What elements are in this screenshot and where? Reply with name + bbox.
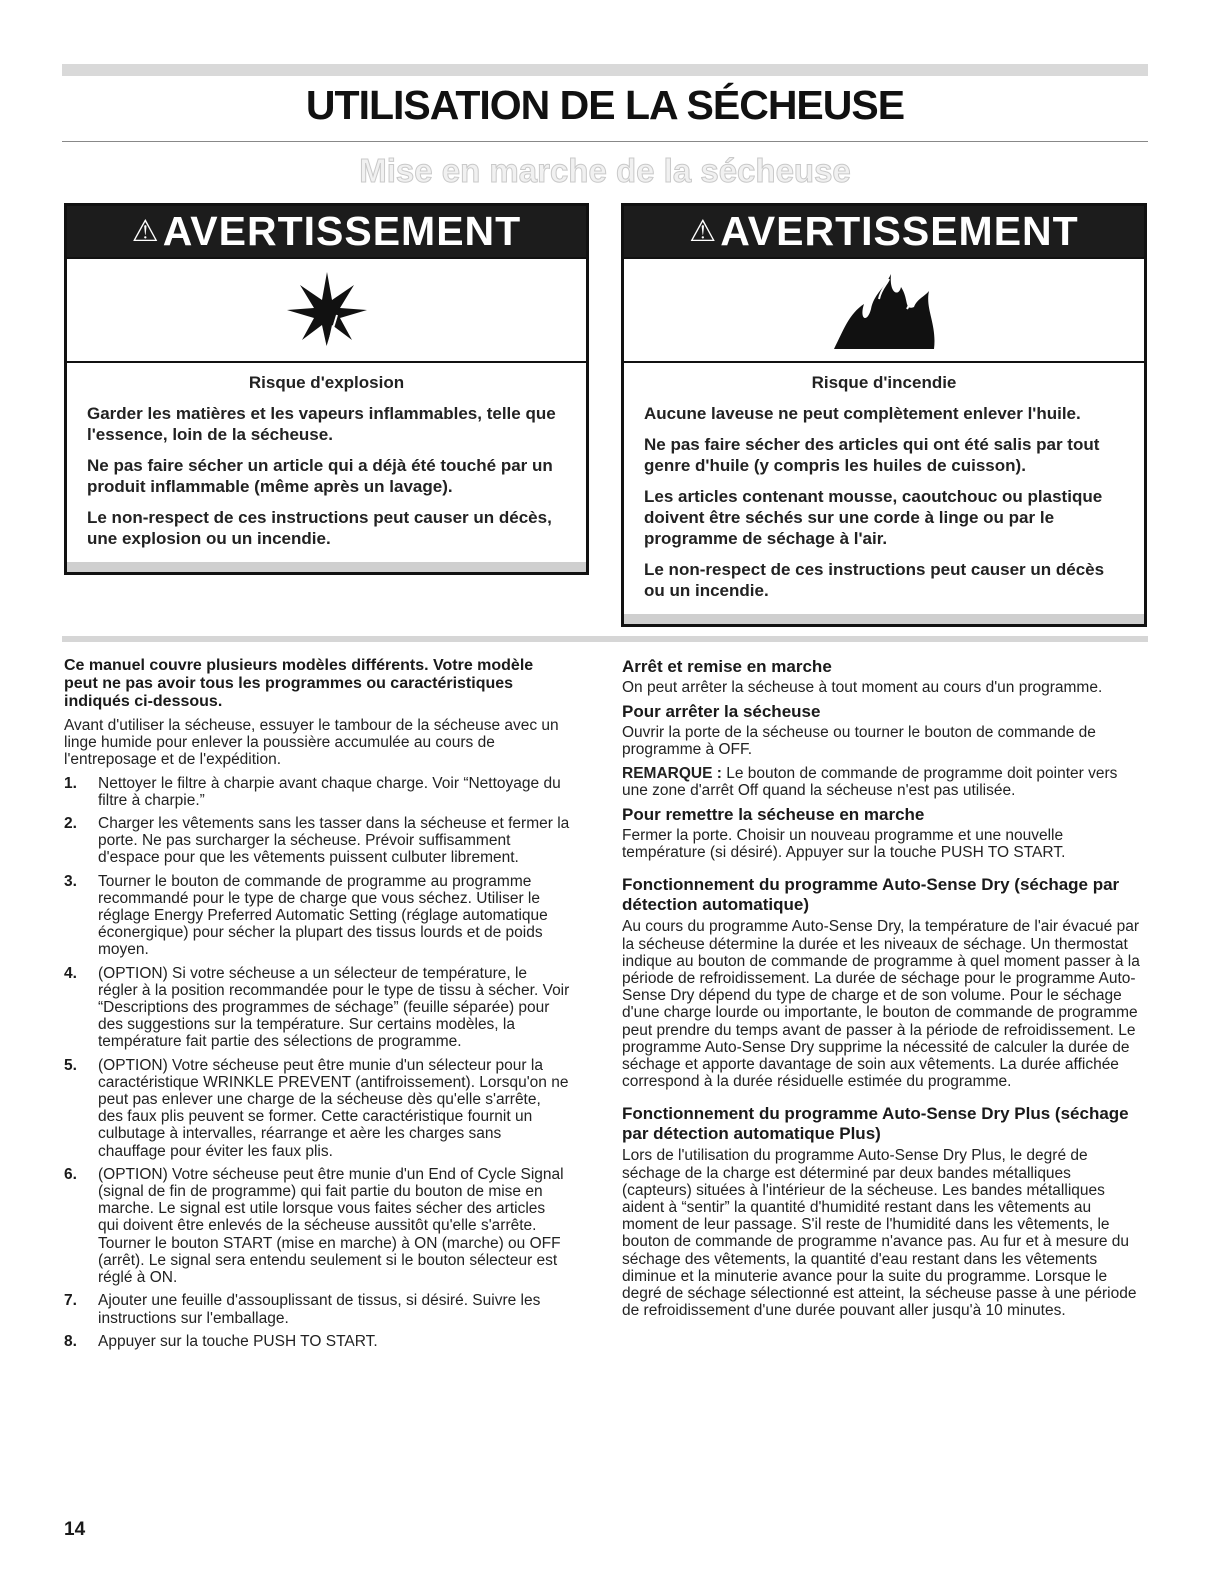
paragraph: On peut arrêter la sécheuse à tout moment au cours d'un programme. [622, 679, 1103, 696]
warning-triangle-icon: ⚠ [689, 215, 717, 248]
warning-text: Aucune laveuse ne peut complètement enlever l'huile. [644, 404, 1081, 423]
list-item [64, 965, 570, 1051]
list-item [64, 1333, 570, 1350]
section-divider [62, 636, 1148, 642]
step-number: 5. [64, 1056, 77, 1074]
list-item [64, 1292, 570, 1326]
note-text: Le bouton de commande de programme doit pointer vers une zone d'arrêt Off quand la sécheuse n'est pas utilisée. [622, 764, 1118, 799]
page-number: 14 [64, 1519, 86, 1540]
subsection-heading: Pour remettre la sécheuse en marche [622, 805, 925, 825]
list-item [64, 815, 570, 867]
step-number: 7. [64, 1292, 77, 1310]
step-text: Charger les vêtements sans les tasser dans la sécheuse et fermer la porte. Ne pas surcharger la sécheuse. Prévoir suffisamment d'espace pour que les vêtements puissent culbuter librement. [98, 815, 570, 867]
risk-title: Risque d'explosion [248, 373, 405, 392]
step-text: Tourner le bouton de commande de programme au programme recommandé pour le type de charge que vous séchez. Utiliser le réglage Energy Preferred Automatic Setting (réglage automatique éconergique) pour sécher la plupart des tissus lourds et de poids moyen. [98, 872, 548, 959]
step-number: 3. [64, 872, 77, 890]
warning-box-fire [621, 203, 1147, 627]
warning-footer-band [67, 562, 586, 572]
left-column [64, 657, 570, 1356]
paragraph: Fermer la porte. Choisir un nouveau programme et une nouvelle température (si désiré). Appuyer sur la touche PUSH TO START. [622, 827, 1066, 862]
right-column [622, 657, 1144, 1325]
warning-text: Ne pas faire sécher un article qui a déjà été touché par un produit inflammable (même après un lavage). [87, 456, 553, 496]
intro-note: Ce manuel couvre plusieurs modèles différents. Votre modèle peut ne pas avoir tous les programmes ou caractéristiques indiqués ci-dessous. [64, 657, 534, 710]
paragraph: Au cours du programme Auto-Sense Dry, la température de l'air évacué par la sécheuse détermine la durée et les niveaux de séchage. Un thermostat indique au bouton de commande de programme à quel moment passer à la période de refroidissement. La durée de séchage pour le programme Auto-Sense Dry dépend du type de charge et de son volume. Pour le séchage d'une charge lourde ou importante, le bouton de commande de programme peut prendre du temps avant de passer à la période de refroidissement. Le programme Auto-Sense Dry supprime la nécessité de calculer la durée de séchage et apporte davantage de soin aux vêtements. La durée affichée correspond à la durée résiduelle estimée du programme. [622, 918, 1140, 1091]
warning-text: Ne pas faire sécher des articles qui ont été salis par tout genre d'huile (y compris les huiles de cuisson). [644, 435, 1100, 475]
warning-text: Le non-respect de ces instructions peut causer un décès, une explosion ou un incendie. [87, 508, 552, 548]
step-number: 1. [64, 774, 77, 792]
warning-footer-band [624, 614, 1144, 624]
step-text: Ajouter une feuille d'assouplissant de tissus, si désiré. Suivre les instructions sur l'emballage. [98, 1292, 541, 1327]
step-text: (OPTION) Si votre sécheuse a un sélecteur de température, le régler à la position recommandée pour le type de tissu à sécher. Voir “Descriptions des programmes de séchage” (feuille séparée) pour des suggestions sur la température. Sur certains modèles, la température fait partie des sélections de programme. [98, 964, 570, 1051]
warning-heading: AVERTISSEMENT [162, 208, 522, 254]
step-number: 8. [64, 1332, 77, 1350]
explosion-icon [67, 259, 586, 363]
subsection-heading: Pour arrêter la sécheuse [622, 702, 821, 722]
step-number: 2. [64, 815, 77, 833]
step-number: 4. [64, 964, 77, 982]
step-text: Appuyer sur la touche PUSH TO START. [98, 1332, 378, 1350]
page-title: UTILISATION DE LA SÉCHEUSE [305, 82, 905, 128]
note-label: REMARQUE : [622, 764, 722, 782]
section-heading: Fonctionnement du programme Auto-Sense Dry (séchage par détection automatique) [622, 875, 1120, 915]
warning-box-explosion [64, 203, 589, 575]
section-subtitle: Mise en marche de la sécheuse [359, 152, 851, 189]
list-item [64, 1166, 570, 1286]
step-text: Nettoyer le filtre à charpie avant chaque charge. Voir “Nettoyage du filtre à charpie.” [98, 774, 561, 809]
step-number: 6. [64, 1165, 77, 1183]
list-item [64, 1057, 570, 1160]
step-text: (OPTION) Votre sécheuse peut être munie d'un End of Cycle Signal (signal de fin de programme) qui fait partie du bouton de mise en marche. Le signal est utile lorsque vous faites sécher des articles qui doivent être enlevés de la sécheuse aussitôt qu'elle s'arrête. Tourner le bouton START (mise en marche) à ON (marche) ou OFF (arrêt). Le signal sera entendu seulement si le bouton sélecteur est réglé à ON. [98, 1165, 564, 1287]
top-band [62, 64, 1148, 76]
intro-paragraph: Avant d'utiliser la sécheuse, essuyer le tambour de la sécheuse avec un linge humide pour enlever la poussière accumulée au cours de l'entreposage et de l'expédition. [64, 717, 559, 769]
warning-header [67, 206, 586, 259]
risk-title: Risque d'incendie [811, 373, 957, 392]
warning-text: Garder les matières et les vapeurs inflammables, telle que l'essence, loin de la sécheuse. [87, 404, 556, 444]
title-divider [62, 141, 1148, 142]
note-paragraph [622, 765, 1144, 799]
warning-triangle-icon: ⚠ [131, 215, 159, 248]
warning-header [624, 206, 1144, 259]
step-text: (OPTION) Votre sécheuse peut être munie d'un sélecteur pour la caractéristique WRINKLE PREVENT (antifroissement). Lorsqu'on ne peut pas enlever une charge de la sécheuse dès qu'elle s'arrête, des faux plis peuvent se former. Cette caractéristique fournit un culbutage à intervalles, réarrange et aère les charges sans chauffage pour éviter les faux plis. [98, 1056, 569, 1160]
warning-text: Les articles contenant mousse, caoutchouc ou plastique doivent être séchés sur une corde à linge ou par le programme de séchage à l'air. [644, 487, 1103, 548]
list-item [64, 873, 570, 959]
paragraph: Lors de l'utilisation du programme Auto-Sense Dry Plus, le degré de séchage de la charge est déterminé par deux bandes métalliques (capteurs) situées à l'intérieur de la sécheuse. Les bandes métalliques aident à “sentir” la quantité d'humidité restant dans les vêtements au moment de leur passage. S'il reste de l'humidité dans les vêtements, le bouton de commande de programme n'avance pas. Au fur et à mesure du séchage des vêtements, la quantité d'eau restant dans les vêtements diminue et la minuterie avance pour la suite du programme. Lorsque le degré de séchage sélectionné est atteint, la sécheuse passe à une période de refroidissement d'une durée pouvant aller jusqu'à 10 minutes. [622, 1147, 1137, 1320]
fire-icon [624, 259, 1144, 363]
section-heading: Fonctionnement du programme Auto-Sense Dry Plus (séchage par détection automatique Plus) [622, 1104, 1129, 1144]
list-item [64, 775, 570, 809]
warning-heading: AVERTISSEMENT [720, 208, 1079, 254]
paragraph: Ouvrir la porte de la sécheuse ou tourner le bouton de commande de programme à OFF. [622, 724, 1096, 759]
warning-text: Le non-respect de ces instructions peut causer un décès ou un incendie. [644, 560, 1105, 600]
section-heading: Arrêt et remise en marche [622, 657, 832, 676]
